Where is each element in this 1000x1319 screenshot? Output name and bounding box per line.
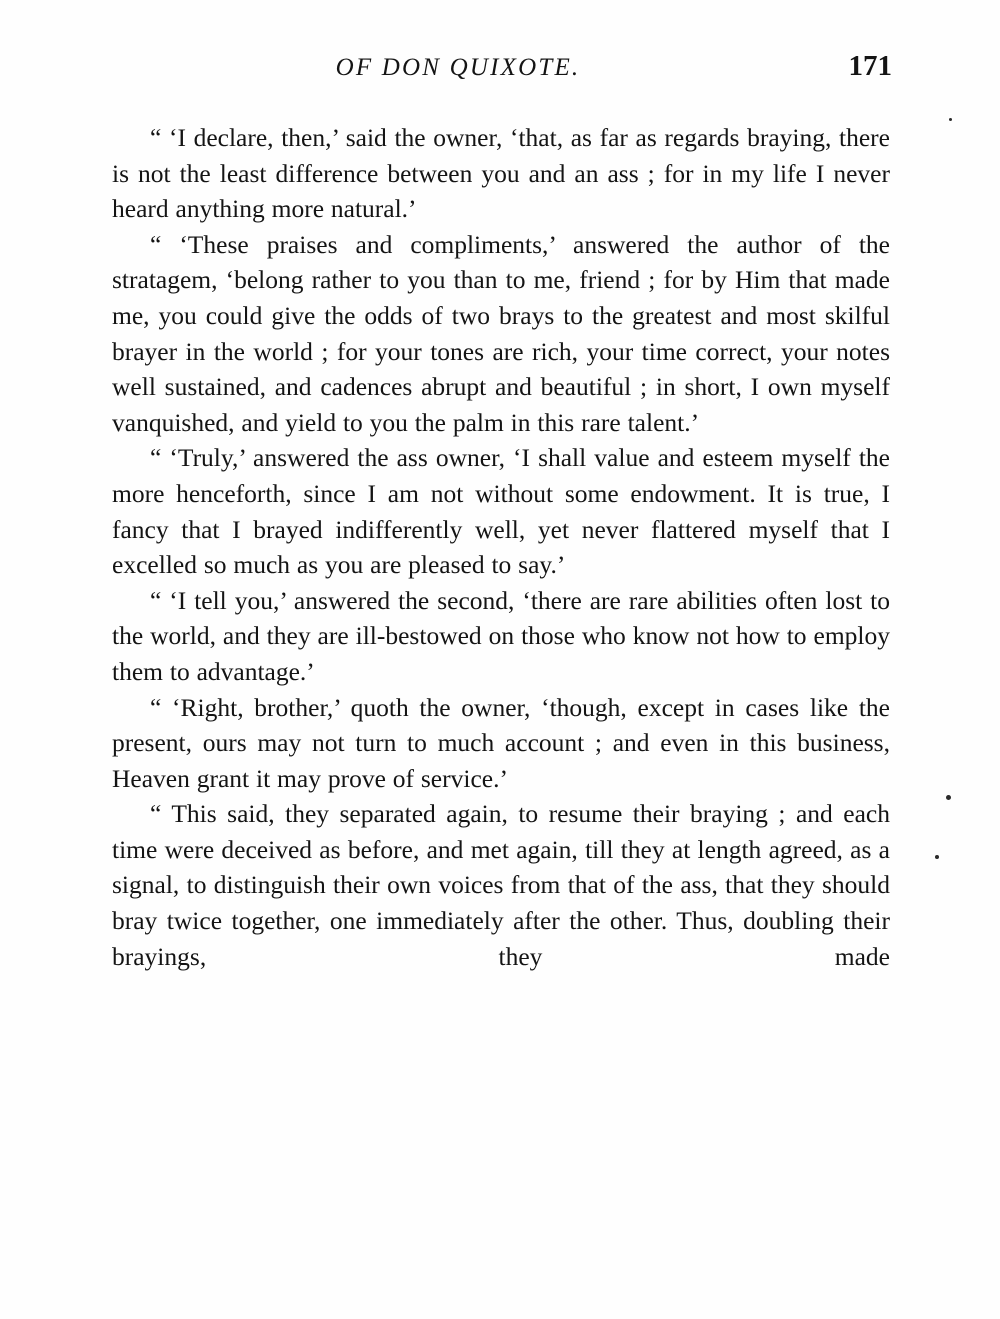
paragraph: “ This said, they separated again, to resume their braying ; and each time were deceived as before, and met again, till they at length agreed, as a signal, to distinguish their own voices from that of the ass, that they should bray twice together, one immediately after the other. Thus, doubling their brayings, they made (112, 799, 890, 971)
page-body (112, 120, 890, 974)
page-speck (946, 795, 951, 800)
page-speck (949, 118, 952, 121)
paragraph: “ ‘Truly,’ answered the ass owner, ‘I shall value and esteem myself the more henceforth, since I am not without some endowment. It is true, I fancy that I brayed indifferently well, yet never flattered myself that I excelled so much as you are pleased to say.’ (112, 443, 890, 580)
paragraph: “ ‘I tell you,’ answered the second, ‘there are rare abilities often lost to the world, and they are ill-bestowed on those who know not how to employ them to advantage.’ (112, 585, 890, 686)
paragraph: “ ‘These praises and compliments,’ answered the author of the stratagem, ‘belong rather to you than to me, friend ; for by Him that made me, you could give the odds of two brays to the greatest and most skilful brayer in the world ; for your tones are rich, your time correct, your notes well sustained, and cadences abrupt and beautiful ; in short, I own myself vanquished, and yield to you the palm in this rare talent.’ (112, 229, 890, 437)
page-speck (935, 855, 939, 859)
page-header (108, 50, 892, 94)
running-head: OF DON QUIXOTE. (335, 54, 581, 81)
paragraph: “ ‘Right, brother,’ quoth the owner, ‘though, except in cases like the present, ours may not turn to much account ; and even in this business, Heaven grant it may prove of service.’ (112, 692, 890, 793)
page-number: 171 (848, 50, 892, 82)
paragraph: “ ‘I declare, then,’ said the owner, ‘that, as far as regards braying, there is not the least difference between you and an ass ; for in my life I never heard anything more natural.’ (112, 123, 890, 224)
